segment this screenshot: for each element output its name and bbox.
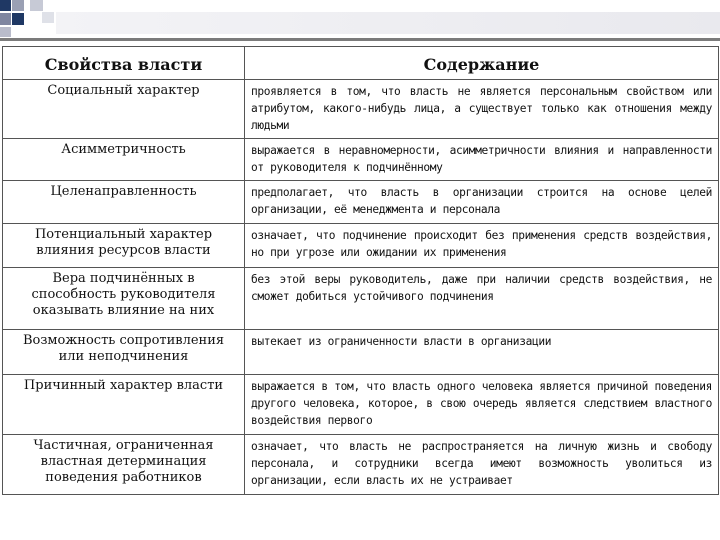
table-row xyxy=(3,181,719,224)
table-row xyxy=(3,330,719,375)
content-cell: предполагает, что власть в организации строится на основе целей организации, её менеджмента и персонала xyxy=(245,181,719,224)
content-cell: проявляется в том, что власть не является персональным свойством или атрибутом, какого-нибудь лица, а существует только как отношения между людьми xyxy=(245,80,719,139)
property-cell: Причинный характер власти xyxy=(3,375,245,435)
table-row xyxy=(3,268,719,330)
property-cell: Асимметричность xyxy=(3,139,245,181)
content-cell: означает, что подчинение происходит без применения средств воздействия, но при угрозе или ожидании их применения xyxy=(245,224,719,268)
property-cell: Возможность сопротивления или неподчинения xyxy=(3,330,245,375)
decor-square xyxy=(0,13,11,25)
header-property: Свойства власти xyxy=(3,47,245,80)
decor-square xyxy=(30,0,43,11)
property-cell: Частичная, ограниченная властная детерминация поведения работников xyxy=(3,435,245,495)
decor-square xyxy=(12,0,24,11)
table-row xyxy=(3,224,719,268)
decor-square xyxy=(0,0,11,11)
decor-band xyxy=(56,12,720,34)
property-cell: Целенаправленность xyxy=(3,181,245,224)
content-cell: выражается в том, что власть одного человека является причиной поведения другого человека, которое, в свою очередь является следствием властного воздействия первого xyxy=(245,375,719,435)
power-properties-table xyxy=(2,46,719,495)
decor-square xyxy=(42,12,54,23)
decor-divider-line xyxy=(0,38,720,41)
table-header-row xyxy=(3,47,719,80)
table-row xyxy=(3,435,719,495)
decorative-header-squares xyxy=(0,0,720,50)
property-cell: Потенциальный характер влияния ресурсов власти xyxy=(3,224,245,268)
decor-square xyxy=(12,13,24,25)
content-cell: выражается в неравномерности, асимметричности влияния и направленности от руководителя к подчинённому xyxy=(245,139,719,181)
content-cell: вытекает из ограниченности власти в организации xyxy=(245,330,719,375)
content-cell: означает, что власть не распространяется на личную жизнь и свободу персонала, и сотрудники всегда имеют возможность уволиться из организации, если власть их не устраивает xyxy=(245,435,719,495)
table-row xyxy=(3,139,719,181)
property-cell: Социальный характер xyxy=(3,80,245,139)
header-content: Содержание xyxy=(245,47,719,80)
table-row xyxy=(3,80,719,139)
decor-square xyxy=(0,27,11,37)
property-cell: Вера подчинённых в способность руководителя оказывать влияние на них xyxy=(3,268,245,330)
table-row xyxy=(3,375,719,435)
content-cell: без этой веры руководитель, даже при наличии средств воздействия, не сможет добиться устойчивого подчинения xyxy=(245,268,719,330)
